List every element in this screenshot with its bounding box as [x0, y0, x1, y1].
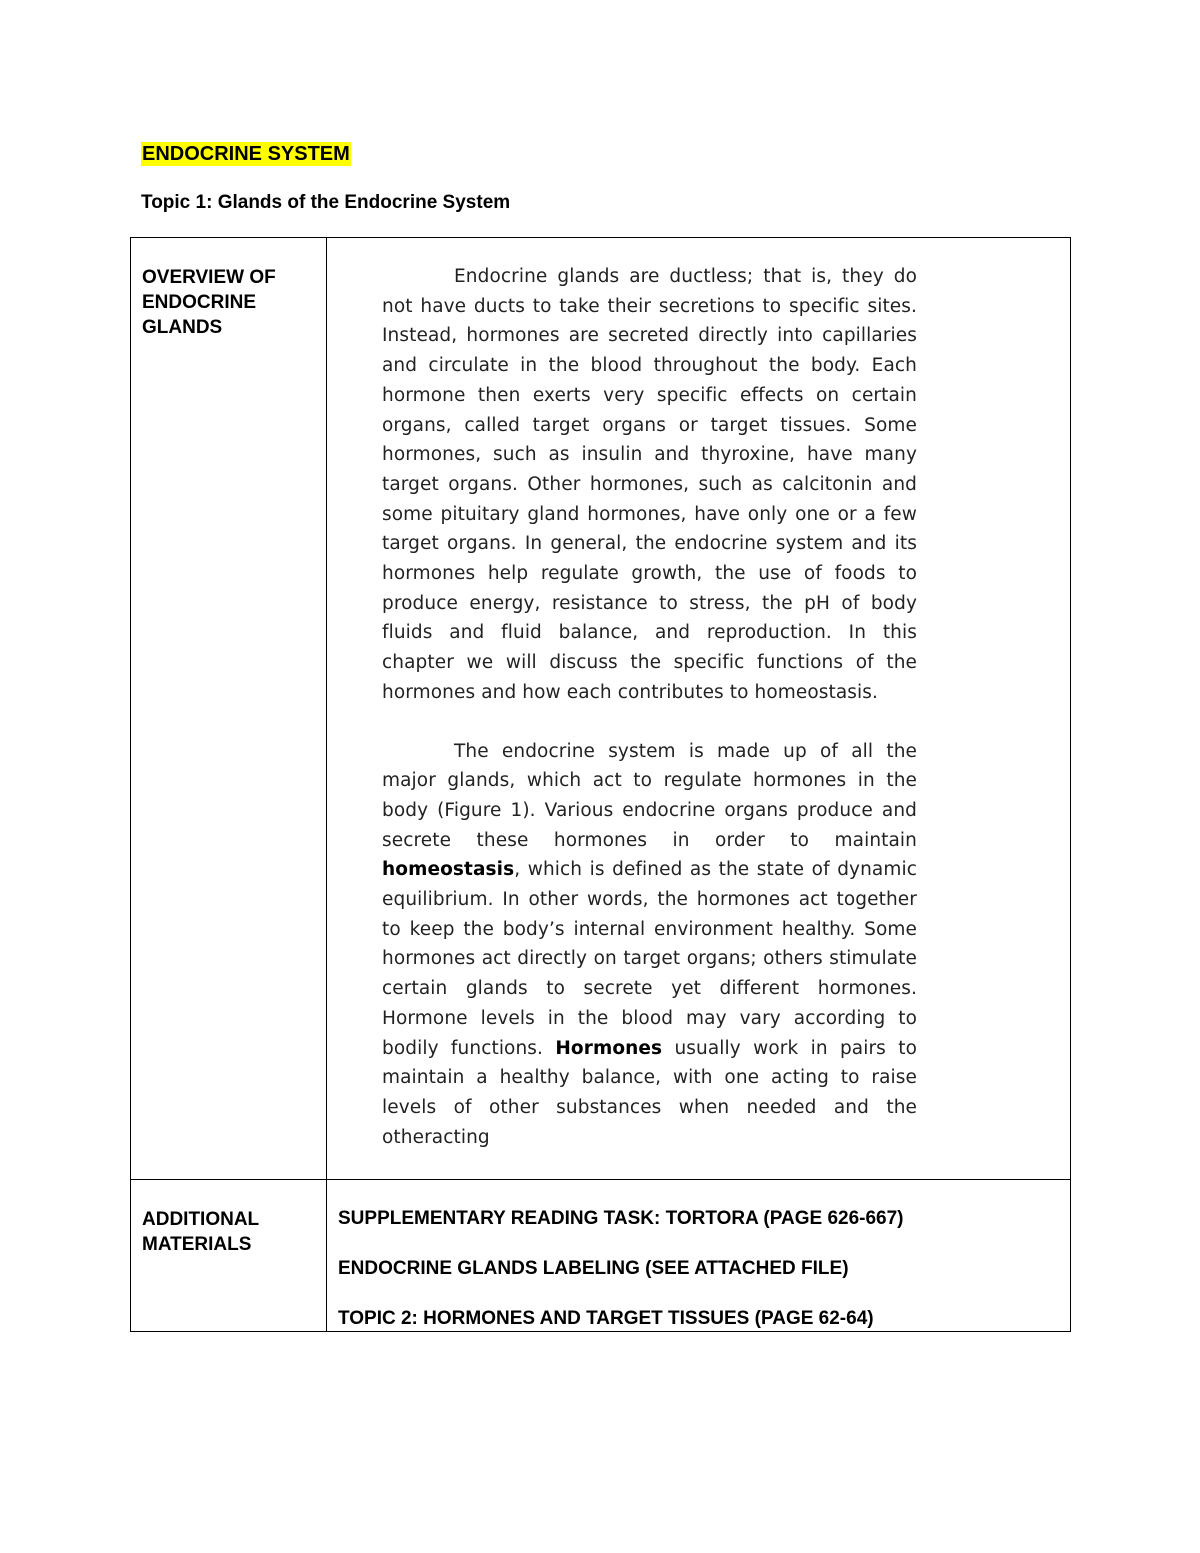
- topic-heading: Topic 1: Glands of the Endocrine System: [141, 192, 511, 213]
- paragraph-2-text-a: The endocrine system is made up of all the major glands, which act to regulate hormones in the body (Figure 1). Various endocrine organs produce and secrete these hormones in order to maintain: [382, 740, 917, 851]
- overview-label: OVERVIEW OF ENDOCRINE GLANDS: [142, 267, 276, 338]
- overview-row: [131, 238, 1071, 1180]
- overview-body: [382, 238, 917, 1152]
- paragraph-2-text-c: usually work in pairs to maintain a healthy balance, with one acting to raise levels of other substances when needed and the otheracting: [382, 1037, 917, 1148]
- paragraph-2: [382, 737, 917, 1153]
- content-table: [130, 237, 1071, 1332]
- material-item: TOPIC 2: HORMONES AND TARGET TISSUES (PAGE 62-64): [338, 1308, 874, 1329]
- overview-label-cell: [131, 238, 327, 1180]
- additional-label-cell: [131, 1180, 327, 1332]
- material-item: ENDOCRINE GLANDS LABELING (SEE ATTACHED FILE): [338, 1258, 849, 1279]
- term-homeostasis: homeostasis: [382, 859, 515, 881]
- paragraph-2-text-b: , which is defined as the state of dynamic equilibrium. In other words, the hormones act together to keep the body’s internal environment healthy. Some hormones act directly on target organs; others stimulate certain glands to secrete yet different hormones. Hormone levels in the blood may vary according to bodily functions.: [382, 859, 917, 1059]
- term-hormones: Hormones: [555, 1037, 663, 1059]
- materials-cell: [327, 1180, 1071, 1332]
- materials-list: [327, 1180, 1070, 1331]
- additional-label: ADDITIONAL MATERIALS: [142, 1209, 259, 1255]
- document-title: ENDOCRINE SYSTEM: [142, 143, 350, 165]
- overview-text-cell: [327, 238, 1071, 1180]
- paragraph-1: Endocrine glands are ductless; that is, they do not have ducts to take their secretions to specific sites. Instead, hormones are secreted directly into capillaries and circulate in the blood throughout the body. Each hormone then exerts very specific effects on certain organs, called target organs or target tissues. Some hormones, such as insulin and thyroxine, have many target organs. Other hormones, such as calcitonin and some pituitary gland hormones, have only one or a few target organs. In general, the endocrine system and its hormones help regulate growth, the use of foods to produce energy, resistance to stress, the pH of body fluids and fluid balance, and reproduction. In this chapter we will discuss the specific functions of the hormones and how each contributes to homeostasis.: [382, 266, 917, 703]
- material-item: SUPPLEMENTARY READING TASK: TORTORA (PAGE 626-667): [338, 1208, 904, 1229]
- materials-row: [131, 1180, 1071, 1332]
